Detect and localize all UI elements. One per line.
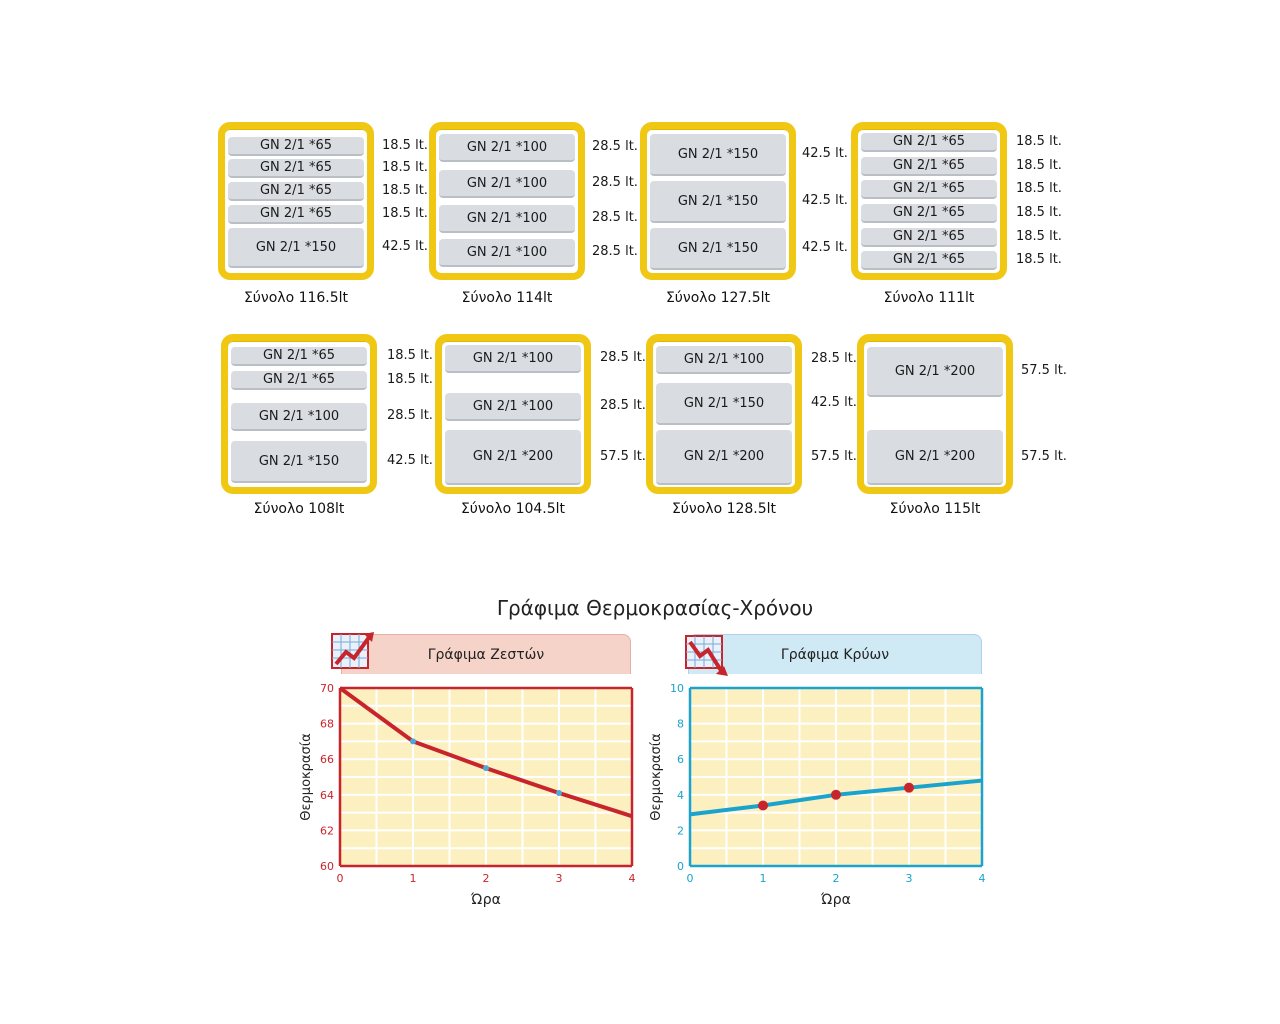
pan-volume-label: 18.5 lt.: [1016, 204, 1062, 220]
configuration-total: Σύνολο 108lt: [253, 501, 345, 517]
data-point: [904, 783, 914, 793]
y-tick-label: 60: [320, 860, 334, 873]
configuration-total: Σύνολο 115lt: [889, 501, 981, 517]
pan-volume-label: 28.5 lt.: [592, 175, 638, 190]
charts-title: Γράφιμα Θερμοκρασίας-Χρόνου: [496, 596, 814, 620]
y-axis-label: Θερμοκρασία: [649, 733, 664, 821]
y-tick-label: 64: [320, 788, 334, 802]
pan-volume-label: 18.5 lt.: [387, 371, 433, 387]
gn-pan: GN 2/1 *65: [231, 371, 367, 390]
x-axis-label: Ώρα: [821, 892, 851, 908]
data-point: [831, 790, 841, 800]
gn-pan: GN 2/1 *65: [228, 182, 364, 201]
gn-pan: GN 2/1 *100: [445, 345, 581, 373]
gn-pan: GN 2/1 *100: [439, 239, 575, 267]
configuration-total: Σύνολο 114lt: [461, 290, 553, 306]
pan-volume-label: 28.5 lt.: [811, 351, 857, 366]
gn-pan: GN 2/1 *150: [650, 181, 786, 223]
pan-volume-label: 18.5 lt.: [1016, 133, 1062, 149]
hot-chart-tab: [341, 634, 631, 674]
x-tick-label: 4: [628, 872, 636, 885]
gn-pan: GN 2/1 *100: [439, 205, 575, 233]
pan-volume-label: 57.5 lt.: [1021, 363, 1067, 378]
pan-volume-label: 18.5 lt.: [382, 137, 428, 153]
configuration-total: Σύνολο 128.5lt: [671, 501, 777, 517]
pan-volume-label: 18.5 lt.: [382, 159, 428, 175]
pan-volume-label: 18.5 lt.: [387, 347, 433, 363]
pan-volume-label: 42.5 lt.: [802, 193, 848, 208]
gn-pan: GN 2/1 *100: [231, 403, 367, 431]
configuration-total: Σύνολο 104.5lt: [460, 501, 566, 517]
pan-volume-label: 57.5 lt.: [1021, 448, 1067, 464]
gn-pan: GN 2/1 *150: [231, 441, 367, 483]
cold-chart-tab-label: Γράφιμα Κρύων: [780, 646, 890, 663]
data-point: [410, 738, 416, 744]
pan-volume-label: 57.5 lt.: [600, 448, 646, 464]
y-axis-label: Θερμοκρασία: [299, 733, 314, 821]
pan-volume-label: 18.5 lt.: [1016, 157, 1062, 173]
pan-volume-label: 28.5 lt.: [592, 244, 638, 259]
x-tick-label: 0: [336, 872, 344, 885]
y-tick-label: 0: [677, 860, 684, 873]
gn-pan: GN 2/1 *65: [861, 228, 997, 247]
configuration-total: Σύνολο 127.5lt: [665, 290, 771, 306]
x-tick-label: 0: [686, 872, 694, 885]
data-point: [483, 765, 489, 771]
pan-volume-label: 57.5 lt.: [811, 448, 857, 464]
gn-pan: GN 2/1 *100: [656, 346, 792, 374]
gn-pan: GN 2/1 *150: [650, 134, 786, 176]
x-tick-label: 1: [409, 872, 417, 885]
x-tick-label: 2: [832, 872, 840, 885]
gn-pan: GN 2/1 *200: [445, 430, 581, 485]
pan-volume-label: 42.5 lt.: [802, 146, 848, 161]
gn-pan: GN 2/1 *200: [867, 430, 1003, 485]
gn-pan: GN 2/1 *150: [650, 228, 786, 270]
data-point: [556, 790, 562, 796]
gn-pan: GN 2/1 *200: [867, 347, 1003, 397]
gn-pan: GN 2/1 *200: [656, 430, 792, 485]
y-tick-label: 2: [677, 824, 684, 838]
x-tick-label: 3: [555, 872, 563, 885]
gn-pan: GN 2/1 *65: [861, 251, 997, 270]
pan-volume-label: 18.5 lt.: [382, 182, 428, 198]
gn-pan: GN 2/1 *100: [439, 170, 575, 198]
y-tick-label: 10: [670, 682, 684, 695]
y-tick-label: 66: [320, 753, 334, 767]
pan-volume-label: 18.5 lt.: [1016, 251, 1062, 267]
pan-volume-label: 18.5 lt.: [1016, 180, 1062, 196]
y-tick-label: 6: [677, 753, 684, 767]
pan-volume-label: 42.5 lt.: [811, 395, 857, 410]
y-tick-label: 68: [320, 717, 334, 731]
pan-volume-label: 28.5 lt.: [592, 210, 638, 225]
hot-chart-tab-label: Γράφιμα Ζεστών: [427, 646, 545, 663]
x-tick-label: 3: [905, 872, 913, 885]
y-tick-label: 8: [677, 717, 684, 731]
pan-volume-label: 42.5 lt.: [387, 453, 433, 468]
y-tick-label: 62: [320, 824, 334, 838]
gn-pan: GN 2/1 *65: [228, 137, 364, 156]
gn-pan: GN 2/1 *150: [656, 383, 792, 425]
pan-volume-label: 18.5 lt.: [382, 205, 428, 221]
gn-pan: GN 2/1 *100: [445, 393, 581, 421]
cold-temperature-chart: [640, 676, 1000, 916]
gn-pan: GN 2/1 *65: [231, 347, 367, 366]
gn-pan: GN 2/1 *65: [861, 133, 997, 152]
pan-volume-label: 18.5 lt.: [1016, 228, 1062, 244]
y-tick-label: 70: [320, 682, 334, 695]
pan-volume-label: 28.5 lt.: [387, 408, 433, 423]
gn-pan: GN 2/1 *65: [228, 205, 364, 224]
pan-volume-label: 28.5 lt.: [600, 350, 646, 365]
falling-chart-icon: [684, 634, 734, 680]
configuration-total: Σύνολο 111lt: [883, 290, 975, 306]
x-tick-label: 1: [759, 872, 767, 885]
x-tick-label: 4: [978, 872, 986, 885]
gn-pan: GN 2/1 *100: [439, 134, 575, 162]
data-point: [758, 800, 768, 810]
x-tick-label: 2: [482, 872, 490, 885]
configuration-total: Σύνολο 116.5lt: [243, 290, 349, 306]
pan-volume-label: 28.5 lt.: [592, 139, 638, 154]
hot-temperature-chart: [290, 676, 650, 916]
pan-volume-label: 42.5 lt.: [382, 239, 428, 254]
gn-pan: GN 2/1 *150: [228, 228, 364, 268]
pan-volume-label: 42.5 lt.: [802, 240, 848, 255]
pan-volume-label: 28.5 lt.: [600, 398, 646, 413]
gn-pan: GN 2/1 *65: [228, 159, 364, 178]
rising-chart-icon: [330, 628, 380, 674]
gn-pan: GN 2/1 *65: [861, 157, 997, 176]
gn-pan: GN 2/1 *65: [861, 180, 997, 199]
y-tick-label: 4: [677, 788, 684, 802]
gn-pan: GN 2/1 *65: [861, 204, 997, 223]
x-axis-label: Ώρα: [471, 892, 501, 908]
